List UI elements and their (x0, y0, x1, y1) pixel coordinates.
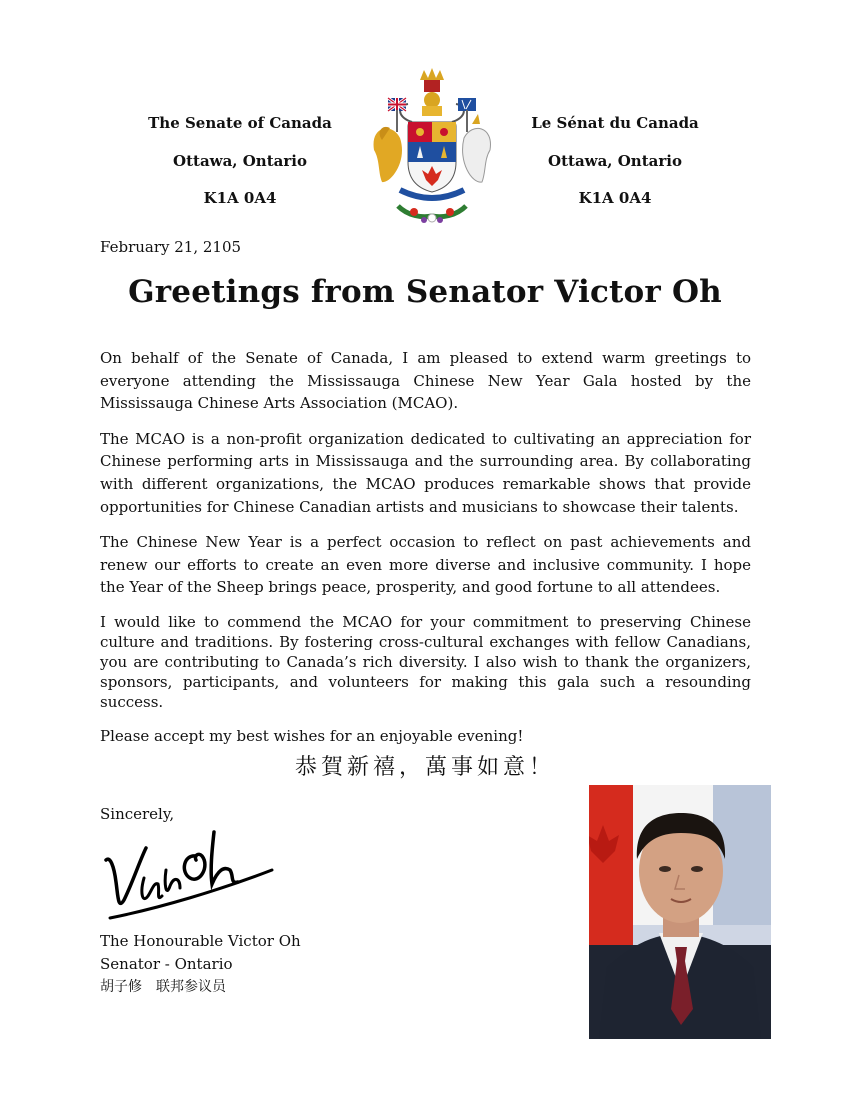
chinese-blessing: 恭賀新禧，萬事如意！ (294, 755, 555, 780)
letter-date: February 21, 2105 (100, 238, 242, 256)
letterhead-institution-fr: Le Sénat du Canada (531, 114, 699, 132)
signatory-role: Senator - Ontario (100, 955, 233, 973)
letterhead-city-fr: Ottawa, Ontario (548, 151, 682, 170)
coat-of-arms-icon (368, 66, 496, 226)
body-paragraph: On behalf of the Senate of Canada, I am pleased to extend warm greetings to everyone attending the Mississauga Chinese New Year Gala hosted by the Mississauga Chinese Arts Association (MCAO). (100, 349, 751, 413)
signatory-chinese: 胡子修 联邦参议员 (100, 979, 226, 995)
body-paragraph: The Chinese New Year is a perfect occasion to reflect on past achievements and renew our efforts to create an even more diverse and inclusive community. I hope the Year of the Sheep brings peace, prosperity, and good fortune to all attendees. (100, 533, 751, 597)
letterhead-english (120, 105, 360, 218)
signature-block (100, 930, 301, 999)
body-paragraph: The MCAO is a non-profit organization dedicated to cultivating an appreciation for Chinese performing arts in Mississauga and the surrounding area. By collaborating with different organizations, the MCAO produces remarkable shows that provide opportunities for Chinese Canadian artists and musicians to showcase their talents. (100, 429, 751, 516)
sign-off: Sincerely, (100, 805, 175, 823)
letterhead-city: Ottawa, Ontario (173, 151, 307, 170)
senator-portrait-photo (589, 785, 771, 1039)
letter-title: Greetings from Senator Victor Oh (128, 274, 722, 310)
letter-body (100, 347, 751, 761)
closing-line: Please accept my best wishes for an enjoyable evening! (100, 726, 524, 745)
handwritten-signature (100, 826, 280, 926)
letterhead-postal-code: K1A 0A4 (203, 189, 277, 207)
letterhead-institution: The Senate of Canada (148, 114, 332, 132)
letterhead-french (495, 105, 735, 218)
letterhead-postal-code-fr: K1A 0A4 (578, 189, 652, 207)
signatory-name: The Honourable Victor Oh (100, 932, 301, 950)
body-paragraph: I would like to commend the MCAO for your commitment to preserving Chinese culture and traditions. By fostering cross-cultural exchanges with fellow Canadians, you are contributing to Canada’s rich diversity. I also wish to thank the organizers, sponsors, participants, and volunteers for making this gala such a resounding success. (100, 612, 751, 711)
